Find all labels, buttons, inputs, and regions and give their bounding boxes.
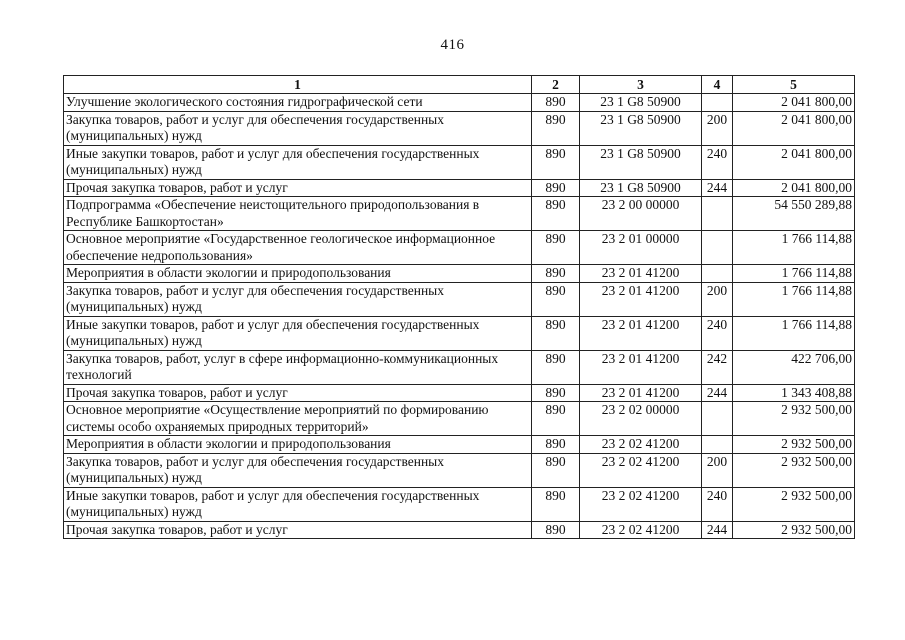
row-department-code: 890	[532, 111, 580, 145]
row-target-article: 23 1 G8 50900	[580, 94, 702, 112]
table-row	[64, 197, 855, 231]
table-row	[64, 350, 855, 384]
row-name: Иные закупки товаров, работ и услуг для обеспечения государственных (муниципальных) нужд	[64, 316, 532, 350]
row-department-code: 890	[532, 402, 580, 436]
header-col-4: 4	[702, 76, 733, 94]
row-amount: 2 932 500,00	[733, 436, 855, 454]
row-department-code: 890	[532, 179, 580, 197]
row-expense-type: 244	[702, 521, 733, 539]
table-row	[64, 436, 855, 454]
row-department-code: 890	[532, 282, 580, 316]
row-department-code: 890	[532, 453, 580, 487]
row-amount: 1 766 114,88	[733, 282, 855, 316]
row-expense-type: 240	[702, 487, 733, 521]
row-expense-type	[702, 436, 733, 454]
row-target-article: 23 2 02 00000	[580, 402, 702, 436]
table-row	[64, 282, 855, 316]
row-amount: 2 041 800,00	[733, 145, 855, 179]
row-amount: 1 766 114,88	[733, 316, 855, 350]
row-name: Улучшение экологического состояния гидрографической сети	[64, 94, 532, 112]
row-amount: 1 343 408,88	[733, 384, 855, 402]
row-expense-type: 200	[702, 282, 733, 316]
row-name: Закупка товаров, работ и услуг для обеспечения государственных (муниципальных) нужд	[64, 282, 532, 316]
row-expense-type: 240	[702, 145, 733, 179]
row-amount: 2 932 500,00	[733, 521, 855, 539]
table-row	[64, 265, 855, 283]
row-amount: 1 766 114,88	[733, 231, 855, 265]
row-expense-type: 200	[702, 453, 733, 487]
row-expense-type: 244	[702, 179, 733, 197]
row-name: Закупка товаров, работ и услуг для обеспечения государственных (муниципальных) нужд	[64, 453, 532, 487]
row-expense-type	[702, 231, 733, 265]
table-row	[64, 231, 855, 265]
row-amount: 422 706,00	[733, 350, 855, 384]
row-target-article: 23 2 02 41200	[580, 487, 702, 521]
row-amount: 1 766 114,88	[733, 265, 855, 283]
row-target-article: 23 2 02 41200	[580, 436, 702, 454]
row-department-code: 890	[532, 384, 580, 402]
row-target-article: 23 2 01 41200	[580, 316, 702, 350]
row-target-article: 23 2 01 41200	[580, 350, 702, 384]
table-row	[64, 487, 855, 521]
table-row	[64, 402, 855, 436]
row-amount: 2 932 500,00	[733, 402, 855, 436]
table-row	[64, 316, 855, 350]
row-amount: 2 041 800,00	[733, 179, 855, 197]
row-name: Прочая закупка товаров, работ и услуг	[64, 521, 532, 539]
row-amount: 54 550 289,88	[733, 197, 855, 231]
row-name: Подпрограмма «Обеспечение неистощительного природопользования в Республике Башкортостан»	[64, 197, 532, 231]
row-department-code: 890	[532, 521, 580, 539]
table-row	[64, 179, 855, 197]
table-row	[64, 145, 855, 179]
row-name: Мероприятия в области экологии и природопользования	[64, 265, 532, 283]
row-name: Иные закупки товаров, работ и услуг для обеспечения государственных (муниципальных) нужд	[64, 145, 532, 179]
row-target-article: 23 2 02 41200	[580, 453, 702, 487]
row-department-code: 890	[532, 145, 580, 179]
row-name: Мероприятия в области экологии и природопользования	[64, 436, 532, 454]
row-expense-type	[702, 197, 733, 231]
row-amount: 2 932 500,00	[733, 453, 855, 487]
table-row	[64, 111, 855, 145]
row-department-code: 890	[532, 350, 580, 384]
row-name: Прочая закупка товаров, работ и услуг	[64, 384, 532, 402]
header-col-2: 2	[532, 76, 580, 94]
row-department-code: 890	[532, 487, 580, 521]
row-expense-type	[702, 402, 733, 436]
budget-table	[63, 75, 855, 539]
header-col-5: 5	[733, 76, 855, 94]
row-name: Закупка товаров, работ, услуг в сфере информационно-коммуникационных технологий	[64, 350, 532, 384]
row-amount: 2 041 800,00	[733, 94, 855, 112]
row-department-code: 890	[532, 231, 580, 265]
row-target-article: 23 1 G8 50900	[580, 111, 702, 145]
row-expense-type: 242	[702, 350, 733, 384]
row-expense-type: 244	[702, 384, 733, 402]
row-amount: 2 932 500,00	[733, 487, 855, 521]
page-number: 416	[440, 37, 465, 53]
row-name: Основное мероприятие «Государственное геологическое информационное обеспечение недропользования»	[64, 231, 532, 265]
row-target-article: 23 2 02 41200	[580, 521, 702, 539]
row-amount: 2 041 800,00	[733, 111, 855, 145]
table-row	[64, 521, 855, 539]
row-name: Закупка товаров, работ и услуг для обеспечения государственных (муниципальных) нужд	[64, 111, 532, 145]
row-name: Иные закупки товаров, работ и услуг для обеспечения государственных (муниципальных) нужд	[64, 487, 532, 521]
row-department-code: 890	[532, 197, 580, 231]
row-target-article: 23 2 01 00000	[580, 231, 702, 265]
row-expense-type	[702, 94, 733, 112]
row-target-article: 23 1 G8 50900	[580, 145, 702, 179]
header-col-1: 1	[64, 76, 532, 94]
row-target-article: 23 2 01 41200	[580, 282, 702, 316]
row-target-article: 23 2 01 41200	[580, 265, 702, 283]
row-target-article: 23 2 00 00000	[580, 197, 702, 231]
row-department-code: 890	[532, 316, 580, 350]
table-header-row	[64, 76, 855, 94]
row-expense-type: 240	[702, 316, 733, 350]
row-target-article: 23 1 G8 50900	[580, 179, 702, 197]
row-department-code: 890	[532, 94, 580, 112]
row-expense-type: 200	[702, 111, 733, 145]
table-row	[64, 453, 855, 487]
table-row	[64, 384, 855, 402]
row-department-code: 890	[532, 265, 580, 283]
row-department-code: 890	[532, 436, 580, 454]
header-col-3: 3	[580, 76, 702, 94]
row-target-article: 23 2 01 41200	[580, 384, 702, 402]
row-name: Прочая закупка товаров, работ и услуг	[64, 179, 532, 197]
table-row	[64, 94, 855, 112]
row-name: Основное мероприятие «Осуществление мероприятий по формированию системы особо охраняемых природных территорий»	[64, 402, 532, 436]
row-expense-type	[702, 265, 733, 283]
